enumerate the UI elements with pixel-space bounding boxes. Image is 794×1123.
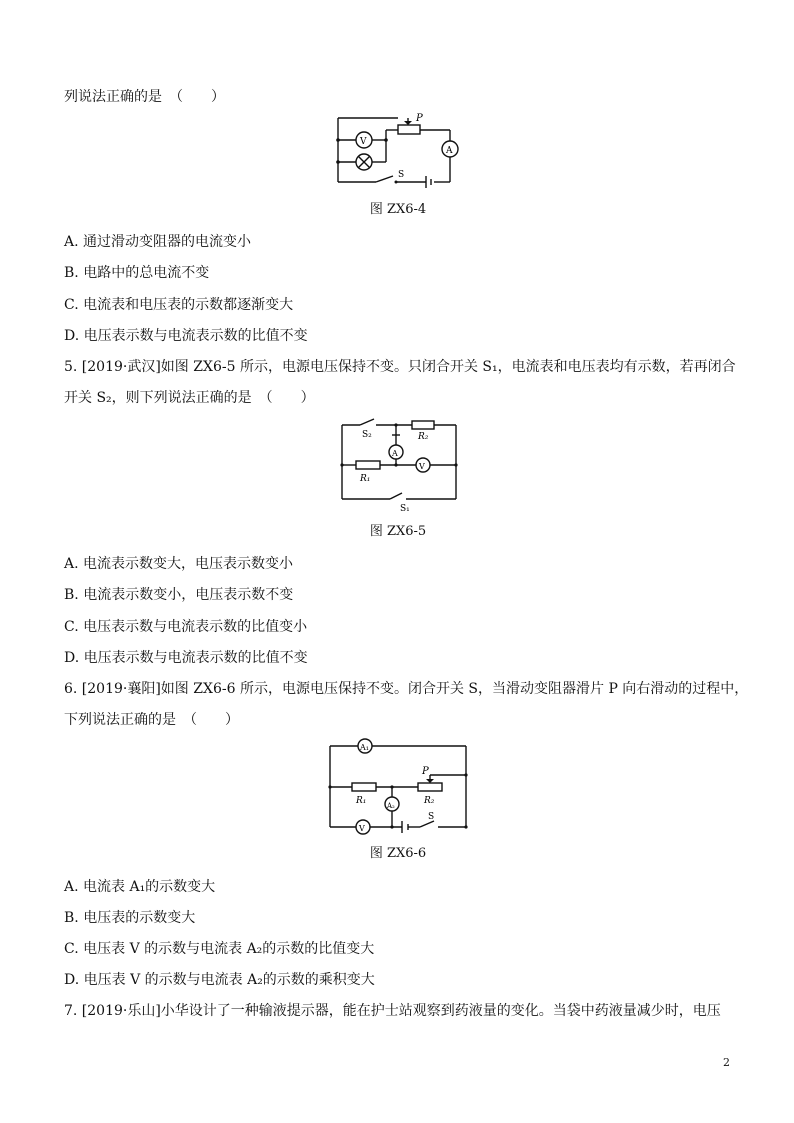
label-s: S	[398, 170, 405, 180]
label-a: A	[392, 449, 398, 458]
label-s1: S₁	[400, 504, 410, 514]
q4-option-d: D. 电压表示数与电流表示数的比值不变	[64, 328, 308, 344]
resistor-r1-symbol	[352, 783, 376, 791]
figure-caption-zx6-5: 图 ZX6-5	[369, 524, 427, 539]
q5-option-d: D. 电压表示数与电流表示数的比值不变	[64, 650, 308, 666]
q6-option-d: D. 电压表 V 的示数与电流表 A₂的示数的乘积变大	[64, 972, 375, 988]
q6-option-a: A. 电流表 A₁的示数变大	[64, 879, 216, 895]
q5-stem-line2: 开关 S₂，则下列说法正确的是 （ ）	[64, 390, 315, 406]
q5-option-b: B. 电流表示数变小，电压表示数不变	[64, 587, 294, 603]
label-s: S	[428, 812, 435, 822]
q6-stem-line1: 6. [2019·襄阳]如图 ZX6-6 所示，电源电压保持不变。闭合开关 S，当滑动变阻器滑片 P 向右滑动的过程中，	[64, 681, 749, 697]
label-r1: R₁	[360, 474, 371, 484]
label-a2: A₂	[387, 802, 395, 810]
rheostat-r2-symbol	[418, 783, 442, 791]
resistor-r2-symbol	[412, 421, 434, 429]
figure-caption-zx6-6: 图 ZX6-6	[369, 846, 427, 861]
label-p: P	[422, 766, 429, 777]
q5-stem-line1: 5. [2019·武汉]如图 ZX6-5 所示，电源电压保持不变。只闭合开关 S₁，电流表和电压表均有示数，若再闭合	[64, 359, 736, 375]
figure-zx6-5	[334, 415, 464, 515]
label-a1: A₁	[360, 743, 369, 752]
q5-option-c: C. 电压表示数与电流表示数的比值变小	[64, 619, 308, 635]
label-r2: R₂	[418, 432, 429, 442]
label-p: P	[416, 113, 423, 124]
label-v: V	[359, 824, 365, 833]
q4-option-b: B. 电路中的总电流不变	[64, 265, 210, 281]
resistor-r1-symbol	[356, 461, 380, 469]
figure-zx6-4	[330, 110, 466, 190]
q6-option-b: B. 电压表的示数变大	[64, 910, 196, 926]
page-number: 2	[723, 1056, 730, 1069]
q6-stem-line2: 下列说法正确的是 （ ）	[64, 712, 239, 728]
q5-option-a: A. 电流表示数变大，电压表示数变小	[64, 556, 294, 572]
q7-stem-line1: 7. [2019·乐山]小华设计了一种输液提示器，能在护士站观察到药液量的变化。当袋中药液量减少时，电压	[64, 1003, 721, 1019]
label-v: V	[360, 137, 367, 147]
label-r2: R₂	[424, 796, 435, 806]
label-v: V	[419, 462, 425, 471]
label-r1: R₁	[356, 796, 367, 806]
label-s2: S₂	[362, 430, 372, 440]
switch-symbol	[376, 176, 393, 182]
figure-zx6-6	[324, 737, 474, 837]
q4-stem-tail: 列说法正确的是 （ ）	[64, 89, 225, 105]
q4-option-a: A. 通过滑动变阻器的电流变小	[64, 234, 252, 250]
rheostat-symbol	[398, 125, 420, 134]
switch-s2-symbol	[360, 419, 374, 425]
q4-option-c: C. 电流表和电压表的示数都逐渐变大	[64, 297, 294, 313]
label-a: A	[446, 146, 453, 156]
switch-s1-symbol	[390, 493, 402, 499]
figure-caption-zx6-4: 图 ZX6-4	[369, 202, 427, 217]
q6-option-c: C. 电压表 V 的示数与电流表 A₂的示数的比值变大	[64, 941, 375, 957]
